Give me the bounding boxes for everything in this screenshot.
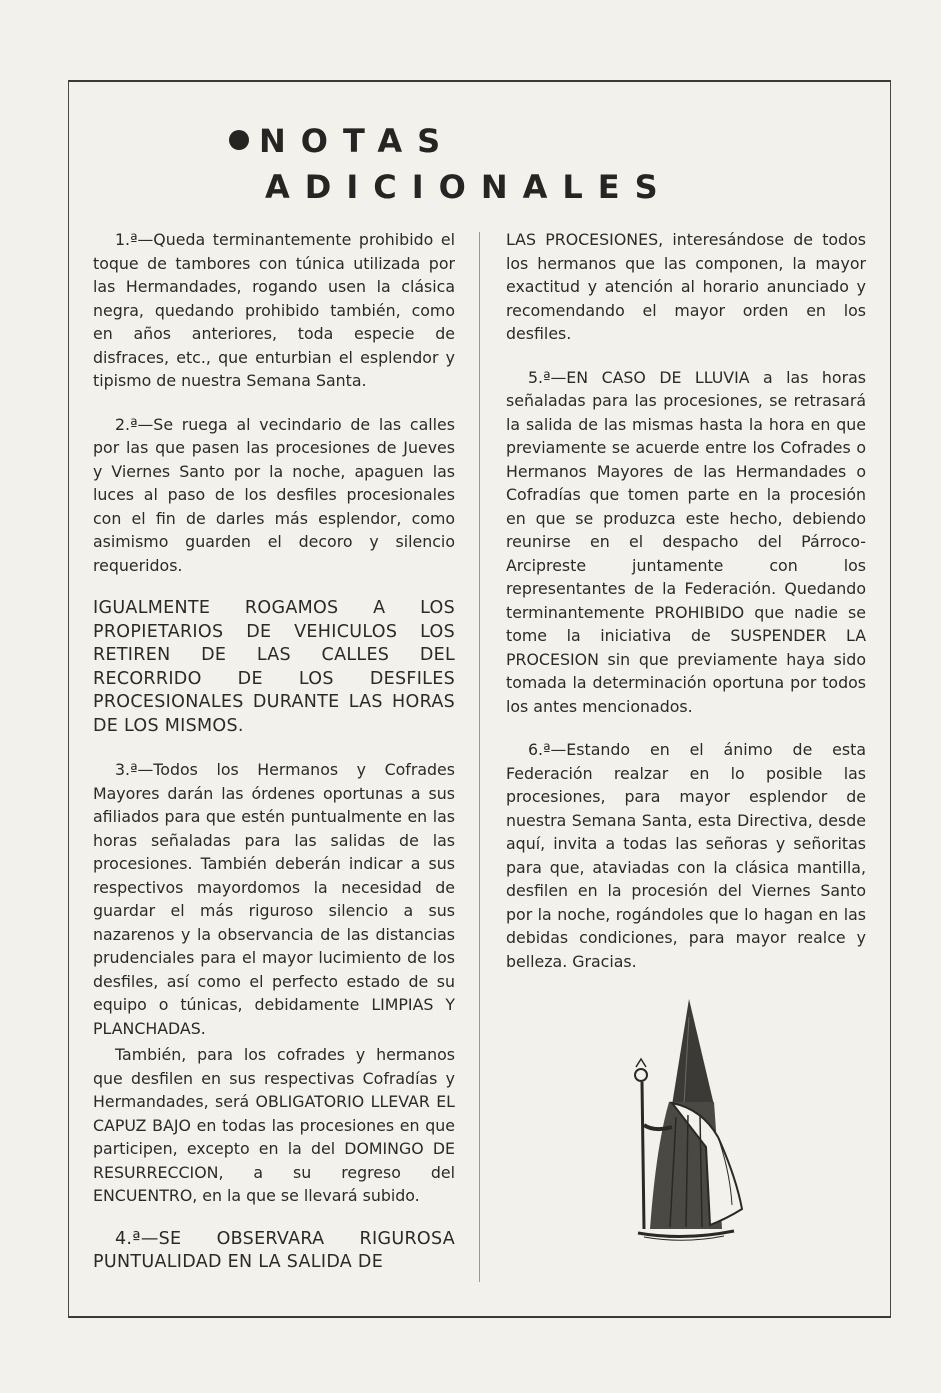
- vehicles-notice: IGUALMENTE ROGAMOS A LOS PROPIETARIOS DE VEHICULOS LOS RETIREN DE LAS CALLES DEL RECORRIDO DE LOS DESFILES PROCESIONALES DURANTE LAS HORAS DE LOS MISMOS.: [93, 598, 455, 736]
- note-4: 4.ª—SE OBSERVARA RIGUROSA PUNTUALIDAD EN LA SALIDA DE: [93, 1228, 455, 1272]
- note-4-continued: LAS PROCESIONES, interesándose de todos los hermanos que las componen, la mayor exactitud y atención al horario anunciado y recomendando el mayor orden en los desfiles.: [506, 230, 866, 343]
- note-6: 6.ª—Estando en el ánimo de esta Federación realzar en lo posible las procesiones, para mayor esplendor de nuestra Semana Santa, esta Directiva, desde aquí, invita a todas las señoras y señoritas para que, ataviadas con la clásica mantilla, desfilen en la procesión del Viernes Santo por la noche, rogándoles que lo hagan en las debidas condiciones, para mayor realce y belleza. Gracias.: [506, 740, 866, 971]
- note-3-continued: También, para los cofrades y hermanos que desfilen en sus respectivas Cofradías y Hermandades, será OBLIGATORIO LLEVAR EL CAPUZ BAJO en todas las procesiones en que participen, excepto en la del DOMINGO DE RESURRECCION, a su regreso del ENCUENTRO, en la que se llevará subido.: [93, 1045, 455, 1205]
- left-column: [93, 228, 455, 1295]
- bullet-icon: [229, 130, 249, 150]
- title-line-1: NOTAS: [259, 122, 456, 160]
- note-5: 5.ª—EN CASO DE LLUVIA a las horas señaladas para las procesiones, se retrasará la salida de las mismas hasta la hora en que previamente se acuerde entre los Cofrades o Hermanos Mayores de las Hermandades o Cofradías que tomen parte en la procesión en que se produzca este hecho, debiendo reunirse en el despacho del Párroco-Arcipreste juntamente con los representantes de la Federación. Quedando terminantemente PROHIBIDO que nadie se tome la iniciativa de SUSPENDER LA PROCESION sin que previamente haya sido tomada la determinación oportuna por todos los antes mencionados.: [506, 367, 866, 716]
- title-line-2: ADICIONALES: [265, 168, 673, 206]
- note-1: 1.ª—Queda terminantemente prohibido el toque de tambores con túnica utilizada por las Hermandades, rogando usen la clásica negra, quedando prohibido también, como en años anteriores, toda especie de disfraces, etc., que enturbian el esplendor y tipismo de nuestra Semana Santa.: [93, 230, 455, 390]
- right-column: [506, 228, 866, 993]
- page-frame: [68, 80, 891, 1318]
- nazareno-icon: [614, 997, 754, 1247]
- note-2: 2.ª—Se ruega al vecindario de las calles por las que pasen las procesiones de Jueves y Viernes Santo por la noche, apaguen las luces al paso de los desfiles procesionales con el fin de darles más esplendor, como asimismo guarden el decoro y silencio requeridos.: [93, 414, 455, 575]
- note-3: 3.ª—Todos los Hermanos y Cofrades Mayores darán las órdenes oportunas a sus afiliados para que estén puntualmente en las horas señaladas para las salidas de las procesiones. También deberán indicar a sus respectivos mayordomos la necesidad de guardar el más riguroso silencio a sus nazarenos y la observancia de las distancias prudenciales para el mayor lucimiento de los desfiles, así como el perfecto estado de su equipo o túnicas, debidamente LIMPIAS Y PLANCHADAS.: [93, 760, 455, 1038]
- column-divider: [479, 232, 480, 1282]
